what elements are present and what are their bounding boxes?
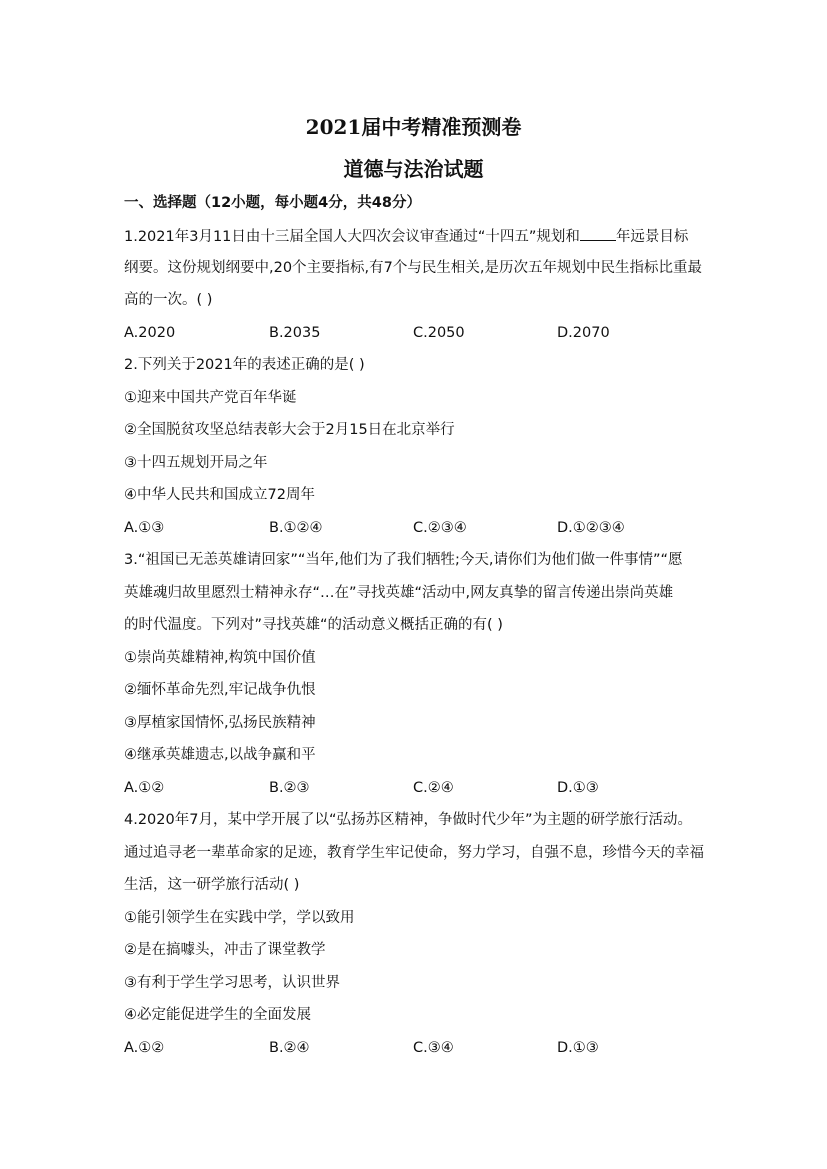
option-d: D.①③: [557, 780, 599, 796]
question-4-statement-2: ②是在搞噱头，冲击了课堂教学: [124, 942, 326, 958]
question-4-line-2: 通过追寻老一辈革命家的足迹，教育学生牢记使命，努力学习，自强不息，珍惜今天的幸福: [124, 845, 704, 861]
section-heading: 一、选择题（12小题，每小题4分，共48分）: [124, 195, 421, 211]
question-2-statement-2: ②全国脱贫攻坚总结表彰大会于2月15日在北京举行: [124, 422, 455, 438]
question-3-line-3: 的时代温度。下列对”寻找英雄“的活动意义概括正确的有( ): [124, 617, 503, 633]
option-d: D.①②③④: [557, 520, 625, 536]
option-c: C.②④: [413, 780, 454, 796]
question-1-line-2: 纲要。这份规划纲要中,20个主要指标,有7个与民生相关,是历次五年规划中民生指标比重最: [124, 260, 702, 276]
answer-blank: [580, 226, 616, 241]
question-3-line-2: 英雄魂归故里愿烈士精神永存“…在”寻找英雄“活动中,网友真挚的留言传递出崇尚英雄: [124, 585, 674, 601]
option-c: C.②③④: [413, 520, 467, 536]
question-1-line-1: 1.2021年3月11日由十三届全国人大四次会议审查通过“十四五”规划和 年远景目标: [124, 226, 714, 247]
question-4-line-1: 4.2020年7月，某中学开展了以“弘扬苏区精神，争做时代少年”为主题的研学旅行活动。: [124, 812, 692, 828]
option-d: D.2070: [557, 325, 610, 341]
option-a: A.①②: [124, 780, 165, 796]
option-b: B.2035: [269, 325, 321, 341]
question-3-statement-3: ③厚植家国情怀,弘扬民族精神: [124, 715, 316, 731]
question-4-statement-3: ③有利于学生学习思考，认识世界: [124, 975, 340, 991]
question-4-line-3: 生活，这一研学旅行活动( ): [124, 877, 300, 893]
option-b: B.②③: [269, 780, 310, 796]
option-b: B.①②④: [269, 520, 323, 536]
option-c: C.③④: [413, 1040, 454, 1056]
question-2-statement-1: ①迎来中国共产党百年华诞: [124, 390, 297, 406]
question-4-statement-1: ①能引领学生在实践中学，学以致用: [124, 910, 355, 926]
question-2-statement-4: ④中华人民共和国成立72周年: [124, 487, 315, 503]
question-1-line-3: 高的一次。( ): [124, 292, 213, 308]
option-a: A.①②: [124, 1040, 165, 1056]
question-2-statement-3: ③十四五规划开局之年: [124, 455, 268, 471]
exam-title: 2021届中考精准预测卷: [305, 115, 522, 139]
question-3-statement-1: ①崇尚英雄精神,构筑中国价值: [124, 650, 316, 666]
exam-subject-title: 道德与法治试题: [343, 157, 484, 181]
question-4-statement-4: ④必定能促进学生的全面发展: [124, 1007, 311, 1023]
option-b: B.②④: [269, 1040, 310, 1056]
option-a: A.2020: [124, 325, 176, 341]
question-3-statement-4: ④继承英雄遗志,以战争赢和平: [124, 747, 316, 763]
option-a: A.①③: [124, 520, 165, 536]
option-c: C.2050: [413, 325, 465, 341]
option-d: D.①③: [557, 1040, 599, 1056]
question-3-statement-2: ②缅怀革命先烈,牢记战争仇恨: [124, 682, 316, 698]
question-2-stem: 2.下列关于2021年的表述正确的是( ): [124, 357, 365, 373]
question-3-line-1: 3.“祖国已无恙英雄请回家”“当年,他们为了我们牺牲;今天,请你们为他们做一件事情”“愿: [124, 552, 683, 568]
